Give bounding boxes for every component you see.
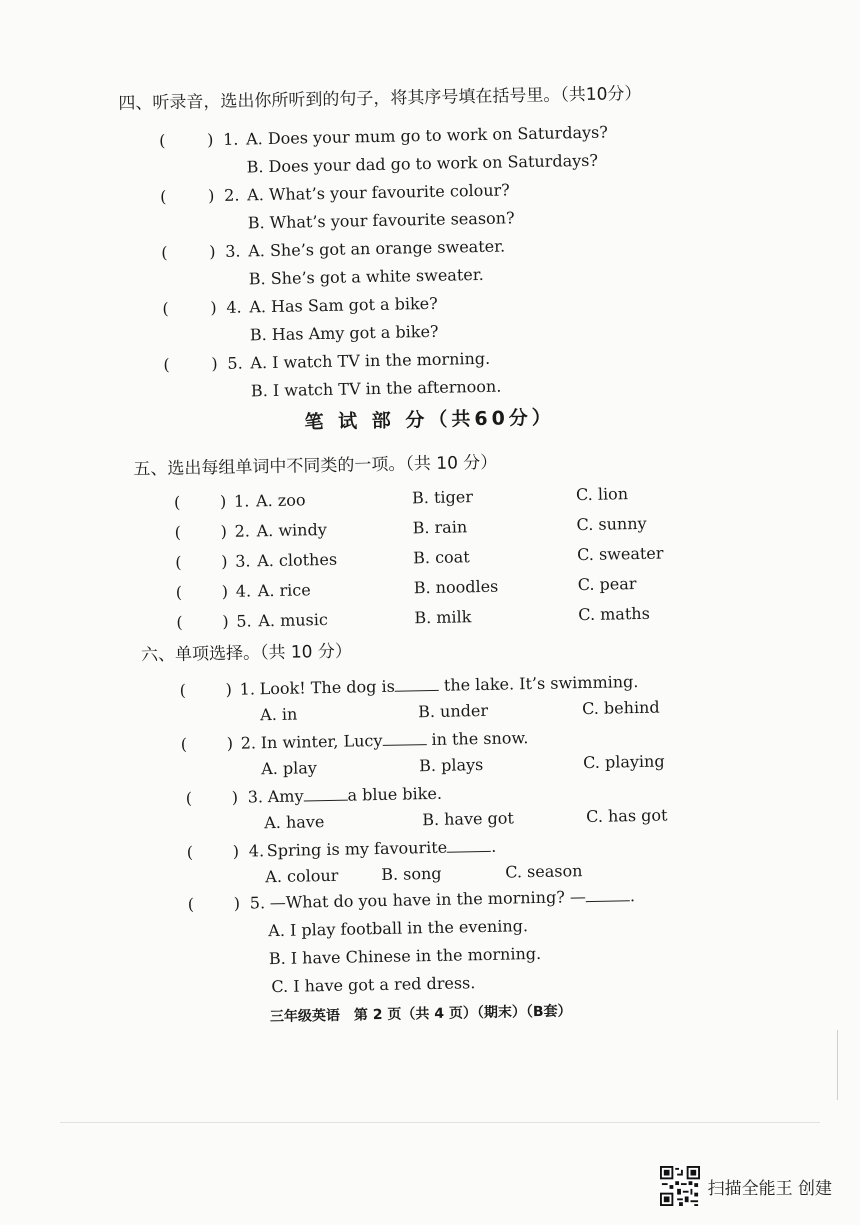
- option-a: A. windy: [256, 519, 327, 541]
- option-b: B. Has Amy got a bike?: [249, 321, 439, 345]
- item-number: 4.: [248, 841, 265, 861]
- item-number: 5.: [249, 893, 266, 913]
- option-b: B. song: [381, 863, 442, 884]
- written-part-title: 笔 试 部 分（共60分）: [304, 406, 556, 434]
- section-6-question-4: ( ) 4. Spring is my favourite . A. colour B. song C. season: [186, 836, 583, 887]
- option-c: C. has got: [586, 805, 668, 827]
- option-a: A. What’s your favourite colour?: [247, 180, 510, 205]
- option-a: A. rice: [257, 580, 311, 601]
- section-4-item-2: ( ) 2. A. What’s your favourite colour? B. What’s your favourite season?: [160, 180, 515, 233]
- option-a: A. in: [259, 704, 298, 725]
- question-stem: Spring is my favourite .: [266, 836, 497, 861]
- option-a: A. She’s got an orange sweater.: [248, 236, 506, 261]
- answer-blank: [303, 786, 347, 802]
- option-c: C. pear: [577, 574, 637, 595]
- option-b: B. I have Chinese in the morning.: [268, 943, 542, 969]
- option-a: A. play: [261, 758, 318, 779]
- option-c: C. behind: [581, 697, 660, 719]
- section-4-item-3: ( ) 3. A. She’s got an orange sweater. B. She’s got a white sweater.: [161, 236, 506, 289]
- section-5-item-4: ( ) 4. A. rice B. noodles C. pear: [175, 574, 637, 602]
- option-c: C. playing: [582, 751, 665, 773]
- option-b: B. milk: [414, 607, 472, 628]
- option-b: B. tiger: [411, 487, 474, 508]
- item-number: 2.: [240, 733, 257, 753]
- item-number: 1.: [233, 491, 250, 511]
- scan-edge: [837, 1030, 838, 1100]
- item-number: 3.: [235, 551, 251, 571]
- option-a: A. have: [264, 812, 325, 833]
- section-6-question-2: ( ) 2. In winter, Lucy in the snow. A. play B. plays C. playing: [180, 728, 665, 779]
- answer-blank: [382, 730, 426, 746]
- section-5-item-5: ( ) 5. A. music B. milk C. maths: [176, 603, 650, 632]
- question-stem: —What do you have in the morning? — .: [269, 886, 636, 913]
- option-b: B. coat: [413, 547, 470, 568]
- option-b: B. plays: [418, 755, 484, 776]
- section-6-question-3: ( ) 3. Amy a blue bike. A. have B. have got C. has got: [185, 783, 668, 833]
- option-b: B. rain: [412, 517, 468, 538]
- option-a: A. music: [258, 609, 329, 631]
- question-stem: Look! The dog is the lake. It’s swimming.: [259, 672, 639, 699]
- option-a: A. Does your mum go to work on Saturdays?: [245, 122, 609, 149]
- item-number: 4.: [235, 581, 252, 601]
- option-b: B. I watch TV in the afternoon.: [250, 376, 502, 401]
- option-a: A. Has Sam got a bike?: [249, 293, 438, 317]
- section-6-heading: 六、单项选择。（共 10 分）: [140, 641, 353, 666]
- section-4-item-1: ( ) 1. A. Does your mum go to work on Saturdays? B. Does your dad go to work on Saturdays?: [158, 122, 609, 177]
- item-number: 1.: [222, 129, 239, 149]
- option-c: C. sweater: [576, 543, 664, 565]
- watermark-text: 扫描全能王 创建: [707, 1178, 832, 1199]
- item-number: 3.: [225, 241, 241, 261]
- option-b: B. She’s got a white sweater.: [248, 264, 484, 289]
- option-b: B. under: [417, 700, 489, 722]
- section-4-item-5: ( ) 5. A. I watch TV in the morning. B. I watch TV in the afternoon.: [163, 348, 502, 401]
- option-c: C. lion: [575, 484, 629, 505]
- option-c: C. sunny: [576, 513, 647, 535]
- item-number: 5.: [227, 353, 243, 373]
- option-b: B. Does your dad go to work on Saturdays?: [246, 150, 599, 177]
- answer-blank: [447, 837, 491, 853]
- answer-blank: [586, 886, 630, 902]
- question-stem: In winter, Lucy in the snow.: [260, 728, 529, 753]
- option-a: A. I watch TV in the morning.: [250, 348, 491, 373]
- option-a: A. colour: [265, 865, 339, 887]
- item-number: 2.: [224, 185, 240, 205]
- option-b: B. What’s your favourite season?: [247, 208, 515, 233]
- section-4-item-4: ( ) 4. A. Has Sam got a bike? B. Has Amy got a bike?: [162, 293, 439, 345]
- section-4-heading: 四、听录音，选出你所听到的句子，将其序号填在括号里。（共10分）: [118, 83, 642, 114]
- option-c: C. maths: [578, 603, 650, 625]
- item-number: 4.: [226, 297, 242, 317]
- item-number: 5.: [236, 611, 252, 631]
- option-a: A. I play football in the evening.: [268, 916, 529, 941]
- section-5-item-2: ( ) 2. A. windy B. rain C. sunny: [174, 513, 647, 542]
- option-b: B. have got: [422, 808, 515, 830]
- item-number: 2.: [234, 521, 251, 541]
- option-b: B. noodles: [413, 576, 499, 598]
- section-5-item-1: ( ) 1. A. zoo B. tiger C. lion: [173, 484, 629, 512]
- option-c: C. season: [505, 861, 583, 882]
- option-a: A. clothes: [257, 549, 338, 571]
- qr-code-icon: [660, 1166, 700, 1206]
- scan-edge: [60, 1122, 820, 1123]
- section-6-question-1: ( ) 1. Look! The dog is the lake. It’s swimming. A. in B. under C. behind: [179, 672, 660, 725]
- section-5-heading: 五、选出每组单词中不同类的一项。（共 10 分）: [133, 452, 498, 480]
- question-stem: Amy a blue bike.: [267, 783, 443, 807]
- page-footer: 三年级英语 第 2 页（共 4 页）（期末）（B套）: [269, 1003, 572, 1026]
- answer-blank: [395, 676, 439, 692]
- section-5-item-3: ( ) 3. A. clothes B. coat C. sweater: [175, 543, 664, 572]
- item-number: 3.: [247, 787, 264, 807]
- section-6-question-5: ( ) 5. —What do you have in the morning? — . A. I play football in the evening. B. I have Chinese in the morning. C. I have got a red dress.: [187, 886, 636, 997]
- scanner-watermark: [660, 1166, 832, 1206]
- option-c: C. I have got a red dress.: [271, 973, 476, 997]
- option-a: A. zoo: [255, 490, 306, 511]
- item-number: 1.: [239, 679, 256, 699]
